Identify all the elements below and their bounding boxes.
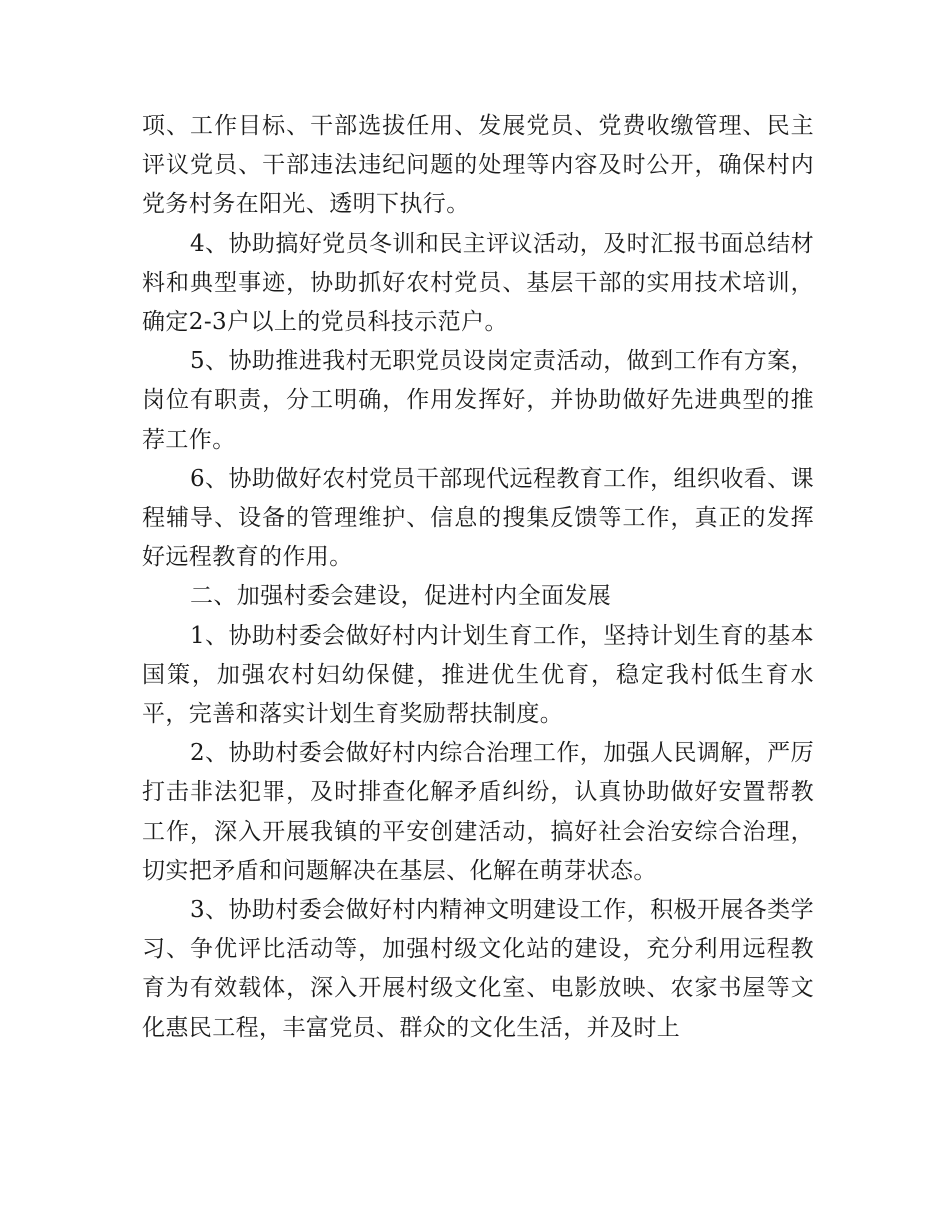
paragraph-item-4: 4、协助搞好党员冬训和民主评议活动，及时汇报书面总结材料和典型事迹，协助抓好农村党员、基层干部的实用技术培训，确定2-3户以上的党员科技示范户。 — [142, 230, 814, 336]
paragraph-section2-item-3: 3、协助村委会做好村内精神文明建设工作，积极开展各类学习、争优评比活动等，加强村级文化站的建设，充分利用远程教育为有效载体，深入开展村级文化室、电影放映、农家书屋等文化惠民工程，丰富党员、群众的文化生活，并及时上 — [142, 897, 814, 1041]
paragraph-item-5: 5、协助推进我村无职党员设岗定责活动，做到工作有方案，岗位有职责，分工明确，作用发挥好，并协助做好先进典型的推荐工作。 — [142, 348, 814, 453]
paragraph-section2-item-2: 2、协助村委会做好村内综合治理工作，加强人民调解，严厉打击非法犯罪，及时排查化解矛盾纠纷，认真协助做好安置帮教工作，深入开展我镇的平安创建活动，搞好社会治安综合治理，切实把矛盾和问题解决在基层、化解在萌芽状态。 — [142, 740, 814, 884]
paragraph-item-6: 6、协助做好农村党员干部现代远程教育工作，组织收看、课程辅导、设备的管理维护、信息的搜集反馈等工作，真正的发挥好远程教育的作用。 — [142, 465, 814, 571]
paragraph-section2-item-1: 1、协助村委会做好村内计划生育工作，坚持计划生育的基本国策，加强农村妇幼保健，推进优生优育，稳定我村低生育水平，完善和落实计划生育奖励帮扶制度。 — [142, 622, 814, 728]
paragraph-continuation: 项、工作目标、干部选拔任用、发展党员、党费收缴管理、民主评议党员、干部违法违纪问题的处理等内容及时公开，确保村内党务村务在阳光、透明下执行。 — [142, 113, 814, 218]
section-heading-2: 二、加强村委会建设，促进村内全面发展 — [190, 583, 612, 610]
document-body — [142, 107, 814, 1048]
